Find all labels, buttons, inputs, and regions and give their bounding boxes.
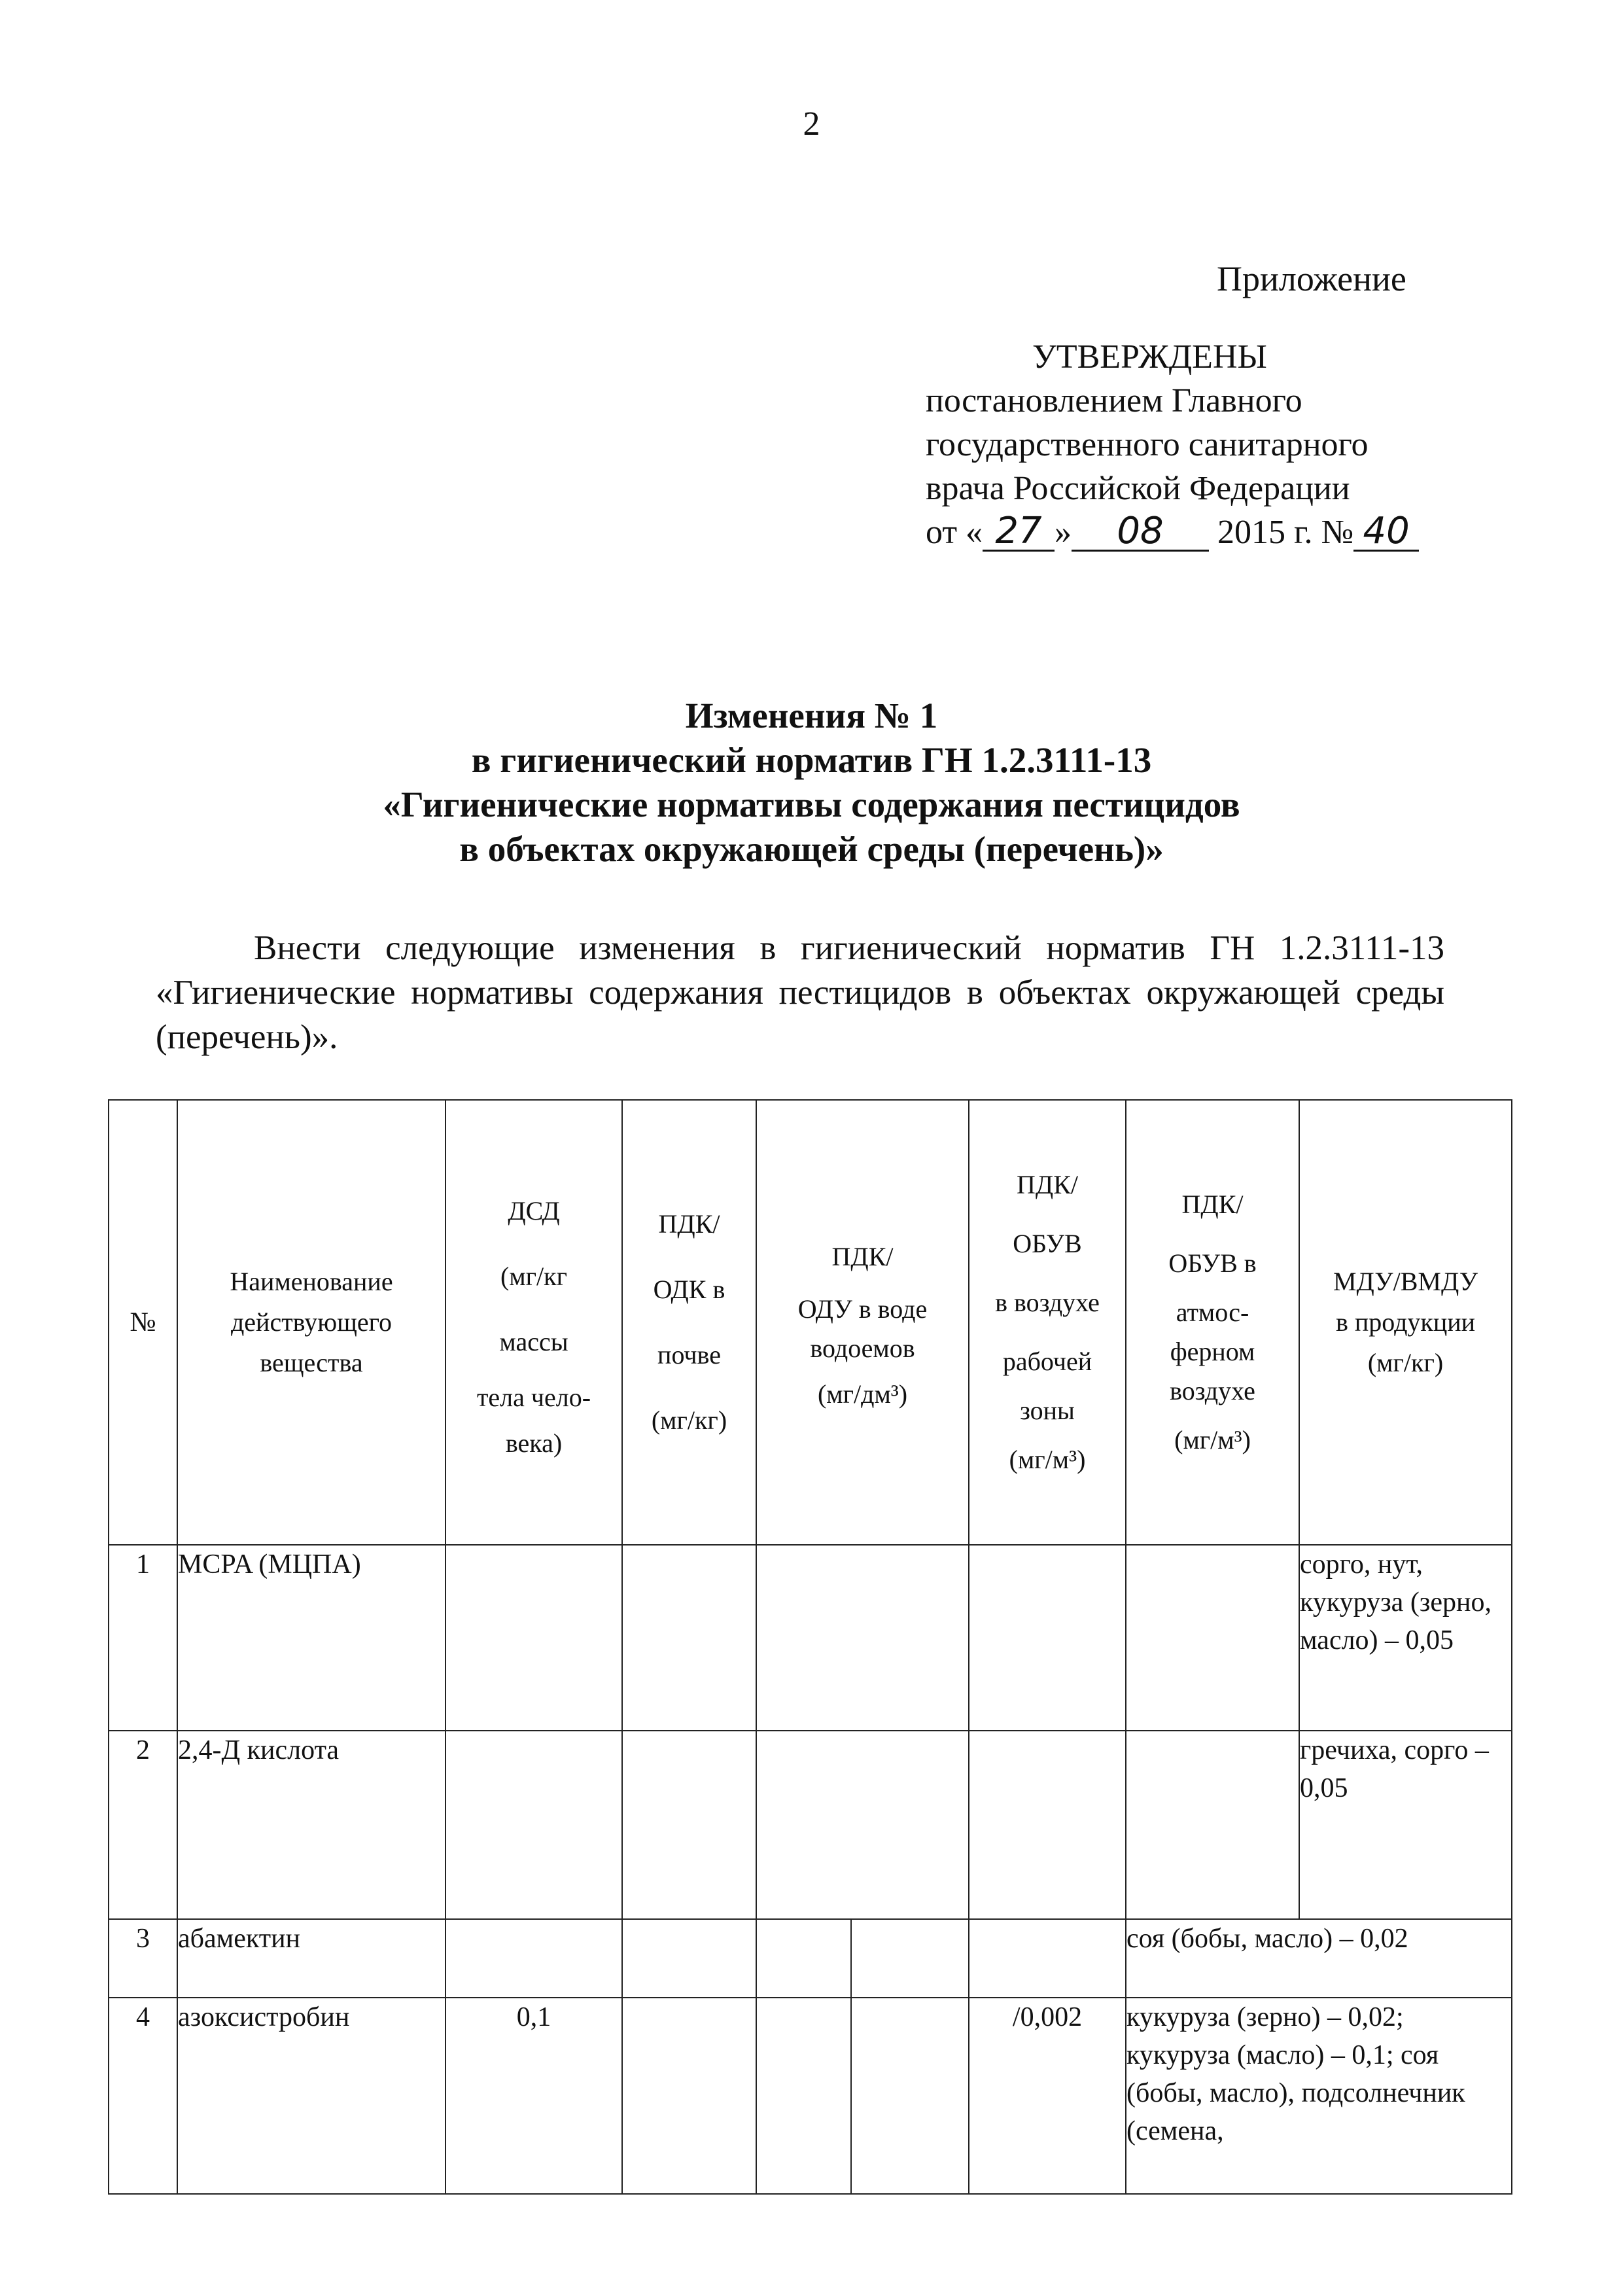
cell-water-b <box>851 1998 969 2194</box>
cell-name: MCPA (МЦПА) <box>177 1545 445 1731</box>
header-dsd: ДСД (мг/кг массы тела чело- века) <box>445 1100 622 1545</box>
approval-date-line <box>926 510 1423 554</box>
cell-atm-air <box>1126 1731 1299 1919</box>
annex-label: Приложение <box>1217 259 1406 298</box>
table-row <box>109 1998 1512 2194</box>
cell-atm-air <box>1126 1545 1299 1731</box>
intro-paragraph <box>156 926 1444 1059</box>
cell-water-a <box>756 1919 851 1998</box>
date-separator: » <box>1055 514 1072 551</box>
cell-name: 2,4-Д кислота <box>177 1731 445 1919</box>
cell-name: азоксистробин <box>177 1998 445 2194</box>
cell-no: 1 <box>109 1545 177 1731</box>
cell-work-air <box>969 1919 1126 1998</box>
approval-heading: УТВЕРЖДЕНЫ <box>1032 338 1267 376</box>
cell-water <box>756 1545 969 1731</box>
cell-mdu: гречиха, сорго – 0,05 <box>1299 1731 1512 1919</box>
cell-dsd: 0,1 <box>445 1998 622 2194</box>
header-mdu: МДУ/ВМДУ в продукции (мг/кг) <box>1299 1100 1512 1545</box>
cell-soil <box>622 1998 756 2194</box>
header-soil: ПДК/ ОДК в почве (мг/кг) <box>622 1100 756 1545</box>
page-number: 2 <box>803 105 820 143</box>
cell-dsd <box>445 1731 622 1919</box>
cell-water-a <box>756 1998 851 2194</box>
cell-water <box>756 1731 969 1919</box>
date-month-handwritten: 08 <box>1072 513 1209 552</box>
header-no: № <box>109 1100 177 1545</box>
title-line: Изменения № 1 <box>685 696 938 735</box>
cell-no: 3 <box>109 1919 177 1998</box>
cell-soil <box>622 1731 756 1919</box>
number-sign: № <box>1321 514 1354 551</box>
cell-water-b <box>851 1919 969 1998</box>
date-prefix: от « <box>926 514 983 551</box>
cell-work-air <box>969 1731 1126 1919</box>
pesticide-table <box>108 1099 1512 2195</box>
document-number-handwritten: 40 <box>1353 513 1419 552</box>
cell-mdu: сорго, нут, кукуруза (зерно, масло) – 0,05 <box>1299 1545 1512 1731</box>
cell-no: 2 <box>109 1731 177 1919</box>
cell-work-air <box>969 1545 1126 1731</box>
cell-dsd <box>445 1545 622 1731</box>
cell-no: 4 <box>109 1998 177 2194</box>
title-line: в гигиенический норматив ГН 1.2.3111-13 <box>471 740 1152 780</box>
title-line: «Гигиенические нормативы содержания пестицидов <box>383 785 1240 824</box>
date-year: 2015 г. <box>1217 514 1313 551</box>
table-row <box>109 1919 1512 1998</box>
cell-dsd <box>445 1919 622 1998</box>
cell-soil <box>622 1919 756 1998</box>
approval-line: врача Российской Федерации <box>926 470 1350 507</box>
approval-line: государственного санитарного <box>926 426 1369 463</box>
header-water: ПДК/ ОДУ в воде водоемов (мг/дм³) <box>756 1100 969 1545</box>
table-row <box>109 1545 1512 1731</box>
cell-mdu: кукуруза (зерно) – 0,02; кукуруза (масло) – 0,1; соя (бобы, масло), подсолнечник (семена, <box>1126 1998 1512 2194</box>
table-header-row <box>109 1100 1512 1545</box>
table-row <box>109 1731 1512 1919</box>
date-day-handwritten: 27 <box>983 513 1055 552</box>
cell-work-air: /0,002 <box>969 1998 1126 2194</box>
header-atm-air: ПДК/ ОБУВ в атмос- ферном воздухе (мг/м³) <box>1126 1100 1299 1545</box>
title-line: в объектах окружающей среды (перечень)» <box>459 829 1164 869</box>
approval-block <box>926 335 1423 554</box>
cell-soil <box>622 1545 756 1731</box>
header-work-air: ПДК/ ОБУВ в воздухе рабочей зоны (мг/м³) <box>969 1100 1126 1545</box>
intro-text: Внести следующие изменения в гигиенический норматив ГН 1.2.3111-13 «Гигиенические нормативы содержания пестицидов в объектах окружающей среды (перечень)». <box>156 929 1444 1056</box>
approval-line: постановлением Главного <box>926 382 1302 419</box>
cell-mdu: соя (бобы, масло) – 0,02 <box>1126 1919 1512 1998</box>
cell-name: абамектин <box>177 1919 445 1998</box>
document-title <box>0 694 1623 872</box>
header-name: Наименование действующего вещества <box>177 1100 445 1545</box>
